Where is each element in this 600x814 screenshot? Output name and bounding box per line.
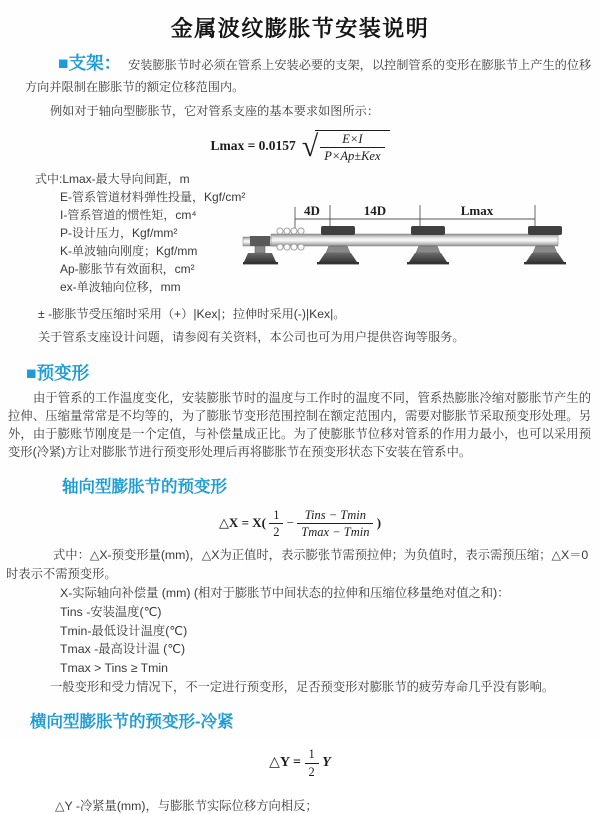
lateral-formula-rhs: Y — [322, 755, 331, 771]
definition-line: P-设计压力，Kgf/mm² — [60, 225, 178, 240]
axial-definition-line: Tmin-最低设计温度(℃) — [60, 623, 188, 638]
lmax-formula — [0, 130, 600, 164]
preform-paragraph: 由于管系的工作温度变化，安装膨胀节时的温度与工作时的温度不同，管系热膨胀冷缩对膨胀节产生的拉伸、压缩量常常是不均等的，为了膨胀节变形范围控制在额定范围内，需要对膨胀节采取预变形处理。另外，由于膨账节刚度是一个定值，与补偿量成正比。为了使膨胀节位移对管系的作用力最小，也可以采用预变形(冷紧)方让对膨胀节进行预变形处理后再将膨胀节在预变形状态下安装在管系中。 — [8, 390, 591, 460]
one-half-fraction: $\frac{1}{2}$ — [269, 508, 283, 540]
lateral-subsection-heading: 横向型膨胀节的预变形-冷紧 — [30, 713, 234, 732]
temperature-fraction: $\frac{\text{Tins − Tmin}}{Tmax - Tmin}$ — [297, 508, 373, 540]
sqrt-sign: √ — [301, 130, 319, 164]
dimension-label-4d: 4D — [304, 202, 320, 218]
pipe-support-diagram — [243, 198, 575, 280]
dimension-label-lmax: Lmax — [460, 202, 494, 218]
axial-explain-paragraph: 式中：△X-预变形量(mm)，△X为正值时，表示膨张节需预拉伸；为负值时，表示需预压缩；△X＝0时表示不需预变形。 — [6, 548, 589, 582]
axial-definition-line: Tmax -最高设计温 (℃) — [60, 642, 186, 657]
lmax-formula-denominator: P×Ap±Kex — [320, 147, 384, 163]
lateral-note: △Y -冷紧量(mm)，与膨胀节实际位移方向相反； — [55, 799, 318, 814]
lateral-preform-formula — [0, 747, 600, 779]
definition-line: E-管系管道材料弹性投量，Kgf/cm² — [60, 189, 246, 204]
dimension-label-14d: 14D — [363, 202, 387, 218]
definition-line: 式中:Lmax-最大导向间距，m — [35, 171, 190, 186]
axial-definition-line: X-实际轴向补偿量 (mm) (相对于膨胀节中间状态的拉伸和压缩位移量绝对值之和)： — [60, 586, 510, 601]
axial-formula-lhs: △X = X( — [218, 514, 266, 530]
pipe-main — [271, 234, 558, 246]
lmax-formula-lhs: Lmax = 0.0157 — [210, 137, 296, 153]
axial-subsection-heading: 轴向型膨胀节的预变形 — [62, 477, 227, 496]
definition-line: Ap-膨胀节有效面积，cm² — [60, 261, 195, 276]
definition-line: K-单波轴向刚度；Kgf/mm — [60, 243, 198, 258]
support-intro-text: 安装膨胀节时必须在管系上安装必要的支架，以控制管系的变形在膨胀节上产生的位移方向并限制在膨胀节的额定位移范围内。 — [25, 58, 592, 94]
definition-line: ex-单波轴向位移，mm — [60, 279, 181, 294]
axial-definition-line: Tins -安装温度(℃) — [60, 604, 162, 619]
lmax-formula-numerator: E×I — [342, 132, 363, 146]
axial-preform-formula — [0, 508, 600, 540]
page-title: 金属波纹膨胀节安装说明 — [170, 16, 430, 41]
support-section-heading: ■支架： — [58, 53, 122, 73]
definition-line: I-管系管道的惯性矩，cm⁴ — [60, 207, 197, 222]
preform-section-heading: ■预变形 — [26, 362, 90, 383]
axial-general-note: 一般变形和受力情况下，不一定进行预变形，足否预变形对膨胀节的疲劳寿命几乎没有影响。 — [50, 680, 555, 695]
lateral-formula-lhs: △Y = — [269, 755, 302, 771]
axial-definition-line: Tmax > Tins ≥ Tmin — [60, 660, 168, 675]
definitions-block — [0, 170, 600, 297]
support-paragraph — [25, 52, 596, 98]
support-example-text: 例如对于轴向型膨胀节，它对管系支座的基本要求如图所示： — [50, 104, 380, 118]
one-half-fraction: $\frac{1}{2}$ — [305, 747, 319, 779]
sqrt-radical — [302, 130, 390, 164]
minus-sign: − — [286, 514, 295, 530]
axial-formula-rhs: ) — [376, 514, 382, 530]
service-note: 关于管系支座设计问题，请参阅有关资料，本公司也可为用户提供咨询等服务。 — [38, 329, 465, 344]
kex-sign-note: ± -膨胀节受压缩时采用（+）|Kex|；拉伸时采用(-)|Kex|。 — [38, 306, 346, 321]
